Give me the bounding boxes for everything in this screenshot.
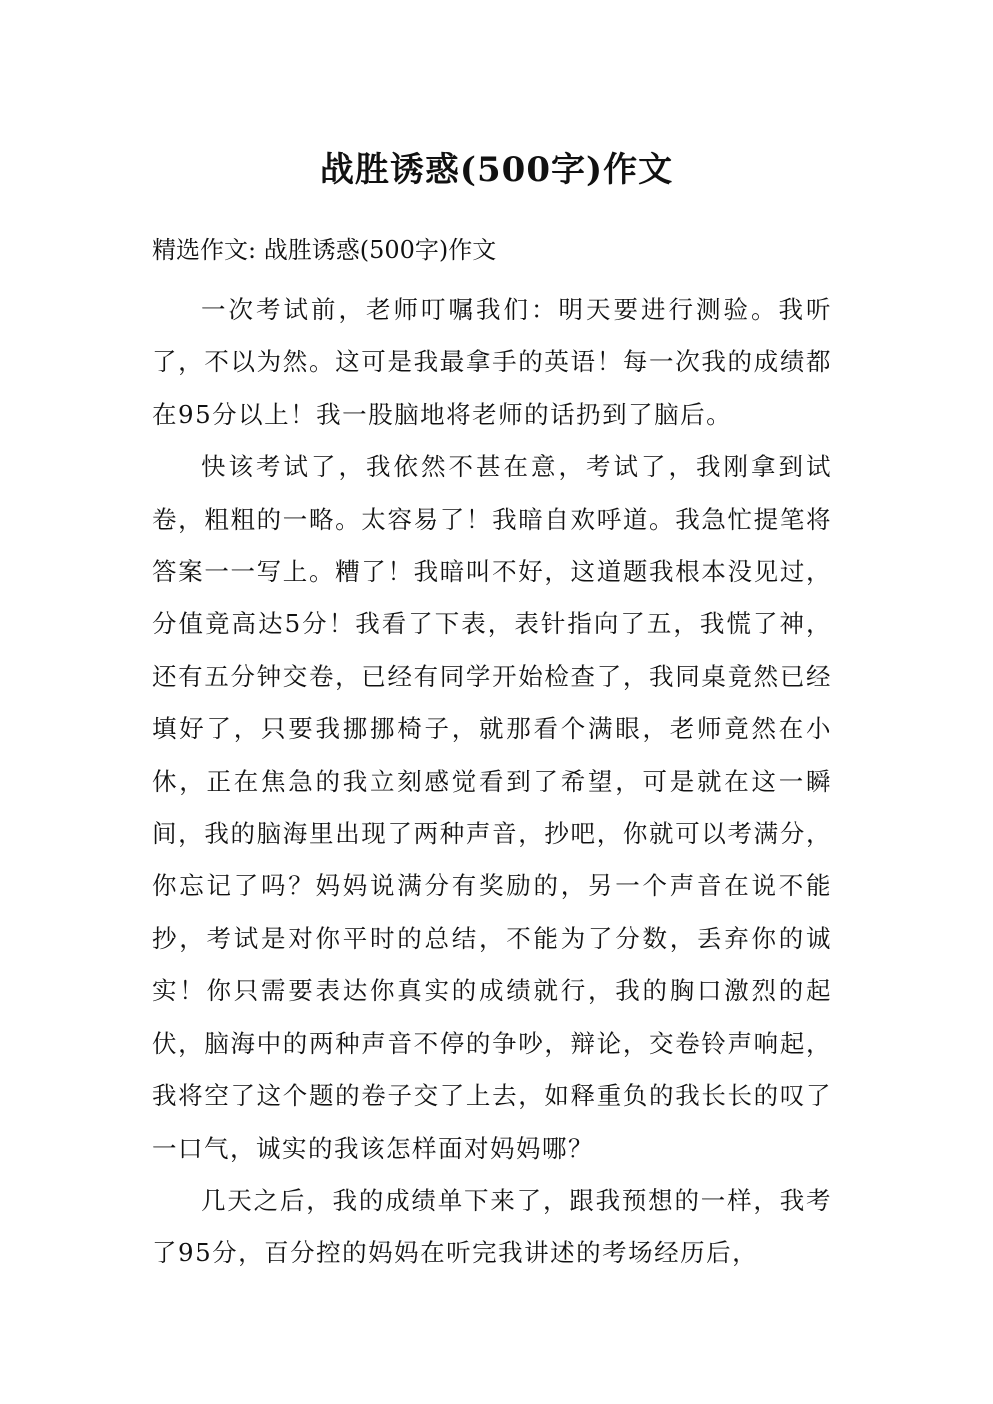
paragraph-3: 几天之后，我的成绩单下来了，跟我预想的一样，我考了95分，百分控的妈妈在听完我讲述的考场经历后，	[152, 1185, 832, 1268]
paragraph-2: 快该考试了，我依然不甚在意，考试了，我刚拿到试卷，粗粗的一略。太容易了！我暗自欢呼道。我急忙提笔将答案一一写上。糟了！我暗叫不好，这道题我根本没见过，分值竟高达5分！我看了下表，表针指向了五，我慌了神，还有五分钟交卷，已经有同学开始检查了，我同桌竟然已经填好了，只要我挪挪椅子，就那看个满眼，老师竟然在小休，正在焦急的我立刻感觉看到了希望，可是就在这一瞬间，我的脑海里出现了两种声音，抄吧，你就可以考满分，你忘记了吗？妈妈说满分有奖励的，另一个声音在说不能抄，考试是对你平时的总结，不能为了分数，丢弃你的诚实！你只需要表达你真实的成绩就行，我的胸口激烈的起伏，脑海中的两种声音不停的争吵，辩论，交卷铃声响起，我将空了这个题的卷子交了上去，如释重负的我长长的叹了一口气，诚实的我该怎样面对妈妈哪？	[152, 452, 832, 1163]
document-body	[152, 284, 832, 1280]
document-subtitle: 精选作文: 战胜诱惑(500字)作文	[152, 236, 497, 264]
paragraph-1: 一次考试前，老师叮嘱我们：明天要进行测验。我听了，不以为然。这可是我最拿手的英语！每一次我的成绩都在95分以上！我一股脑地将老师的话扔到了脑后。	[152, 295, 832, 429]
document-title: 战胜诱惑(500字)作文	[319, 149, 674, 190]
